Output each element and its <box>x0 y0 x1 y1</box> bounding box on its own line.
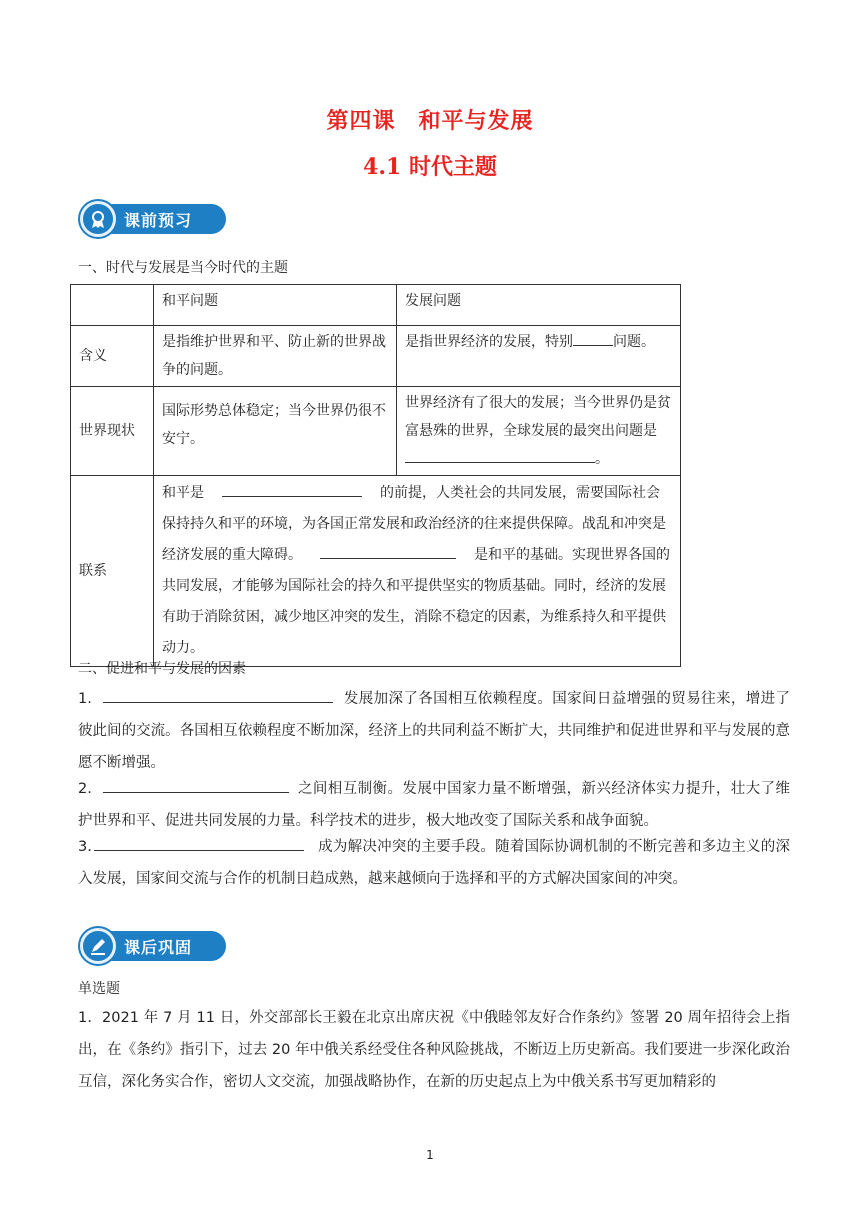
status-development: 世界经济有了很大的发展；当今世界仍是贫富悬殊的世界，全球发展的最突出问题是。 <box>397 387 681 476</box>
factor-item-3: 3. 成为解决冲突的主要手段。随着国际协调机制的不断完善和多边主义的深入发展，国家间交流与合作的机制日趋成熟，越来越倾向于选择和平的方式解决国家间的冲突。 <box>78 831 790 895</box>
meaning-development: 是指世界经济的发展，特别 问题。 <box>397 326 681 387</box>
badge-review-label: 课后巩固 <box>98 931 226 961</box>
pencil-icon <box>80 928 116 964</box>
blank-line[interactable] <box>405 446 595 463</box>
section-heading-2: 二、促进和平与发展的因素 <box>78 661 246 677</box>
lesson-subtitle: 4.1 时代主题 <box>363 154 497 180</box>
status-peace: 国际形势总体稳定；当今世界仍很不安宁。 <box>154 387 397 476</box>
topic-table <box>70 284 681 667</box>
blank-line[interactable] <box>103 776 289 793</box>
table-header-peace: 和平问题 <box>154 285 397 326</box>
factor-item-1: 1. 发展加深了各国相互依赖程度。国家间日益增强的贸易往来，增进了彼此间的交流。各国相互依赖程度不断加深，经济上的共同利益不断扩大，共同维护和促进世界和平与发展的意愿不断增强。 <box>78 683 790 779</box>
table-cell-empty <box>71 285 154 326</box>
blank-line[interactable] <box>222 480 362 497</box>
page-number: 1 <box>426 1148 434 1162</box>
row-label-relation: 联系 <box>71 476 154 667</box>
relation-text: 和平是 的前提，人类社会的共同发展，需要国际社会保持持久和平的环境，为各国正常发展和政治经济的往来提供保障。战乱和冲突是经济发展的重大障碍。 是和平的基础。实现世界各国的共同发展，才能够为国际社会的持久和平提供坚实的物质基础。同时，经济的发展有助于消除贫困，减少地区冲突的发生，消除不稳定的因素，为维系持久和平提供动力。 <box>154 476 681 667</box>
question-1: 1．2021 年 7 月 11 日，外交部部长王毅在北京出席庆祝《中俄睦邻友好合作条约》签署 20 周年招待会上指出，在《条约》指引下，过去 20 年中俄关系经受住各种风险挑战，不断迈上历史新高。我们要进一步深化政治互信，深化务实合作，密切人文交流，加强战略协作，在新的历史起点上为中俄关系书写更加精彩的 <box>78 1010 790 1090</box>
ribbon-award-icon <box>80 201 116 237</box>
lesson-title: 第四课 和平与发展 <box>326 108 534 134</box>
badge-preview <box>80 201 226 237</box>
row-label-status: 世界现状 <box>71 387 154 476</box>
blank-line[interactable] <box>94 834 304 851</box>
factor-item-2: 2. 之间相互制衡。发展中国家力量不断增强，新兴经济体实力提升，壮大了维护世界和平、促进共同发展的力量。科学技术的进步，极大地改变了国际关系和战争面貌。 <box>78 773 790 837</box>
table-row <box>71 326 681 387</box>
blank-line[interactable] <box>573 329 613 346</box>
section-heading-1: 一、时代与发展是当今时代的主题 <box>78 260 288 276</box>
blank-line[interactable] <box>103 686 333 703</box>
table-row <box>71 476 681 667</box>
table-header-development: 发展问题 <box>397 285 681 326</box>
badge-preview-label: 课前预习 <box>98 204 226 234</box>
table-row <box>71 285 681 326</box>
meaning-peace: 是指维护世界和平、防止新的世界战争的问题。 <box>154 326 397 387</box>
blank-line[interactable] <box>320 542 456 559</box>
table-row <box>71 387 681 476</box>
badge-review <box>80 928 226 964</box>
section-heading-3: 单选题 <box>78 981 120 997</box>
row-label-meaning: 含义 <box>71 326 154 387</box>
